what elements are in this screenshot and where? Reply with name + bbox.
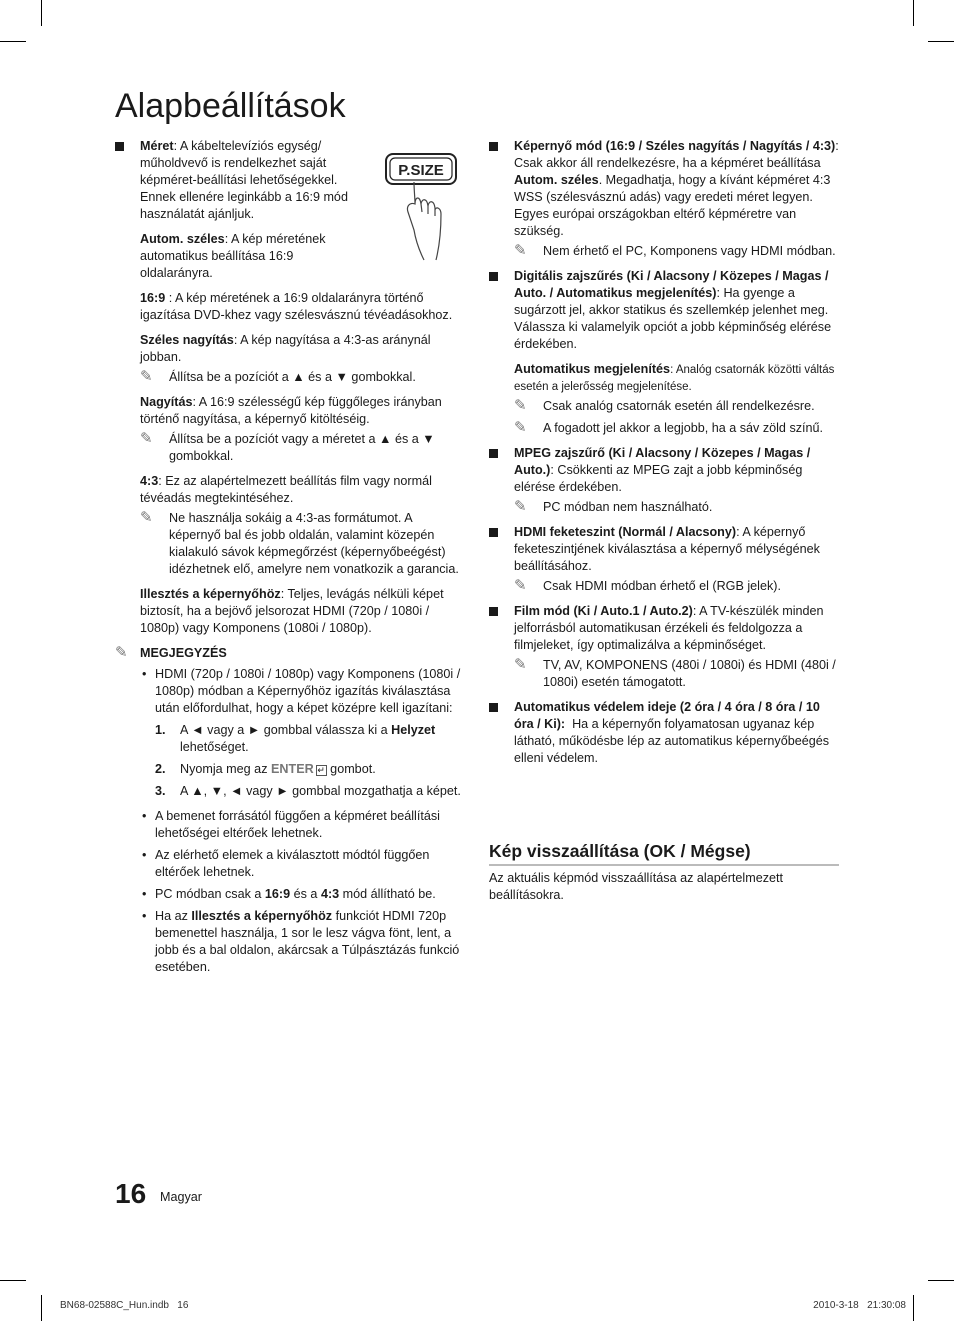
note-nagyitas: ✎ Állítsa be a pozíciót vagy a méretet a ▲ és a ▼ gombokkal. [140,430,435,463]
list-item-kepernyo-mod: Képernyő mód (16:9 / Széles nagyítás / Nagyítás / 4:3): Csak akkor áll rendelkezésre, ha a képméret beállítása Autom. széles. Megadhatja, hogy a kívánt képméret 4:3 WSS (szélesvásznú adás) vagy eredeti méret legyen. Egyes európai országokban eltérő képméretre van szükség. ✎ Nem érhető el PC, Komponens vagy HDMI módban. [489,138,841,260]
page-title: Alapbeállítások [115,87,346,125]
step-1: 1. A ◄ vagy a ► gombbal válassza ki a Helyzet lehetőséget. [155,723,436,754]
list-item-film-mod: Film mód (Ki / Auto.1 / Auto.2): A TV-készülék minden jelforrásból automatikusan érzékeli és feldolgozza a filmjeleket, így optimalizálva a képminőséget. ✎ TV, AV, KOMPONENS (480i / 1080i) és HDMI (480i / 1080i) esetén támogatott. [489,603,841,691]
crop-mark [0,41,26,42]
pencil-note-icon: ✎ [140,368,153,385]
pencil-note-icon: ✎ [514,242,527,259]
list-item: • HDMI (720p / 1080i / 1080p) vagy Komponens (1080i / 1080p) módban a Képernyőhöz igazítás kiválasztása után előfordulhat, hogy a képet középre kell igazítani: [142,667,461,715]
note-film: ✎ TV, AV, KOMPONENS (480i / 1080i) és HDMI (480i / 1080i) esetén támogatott. [514,656,836,689]
pencil-note-icon: ✎ [140,509,153,526]
psize-label: P.SIZE [398,162,444,179]
left-column [115,138,465,981]
list-item: • A bemenet forrásától függően a képméret beállítási lehetőségei eltérőek lehetnek. [142,809,440,840]
list-item-hdmi-feketeszint: HDMI feketeszint (Normál / Alacsony): A képernyő feketeszintjének kiválasztása a képernyő mélységének beállításához. ✎ Csak HDMI módban érhető el (RGB jelek). [489,524,841,595]
pencil-note-icon: ✎ [115,644,128,661]
square-bullet-icon [489,528,498,537]
crop-mark [913,0,914,26]
right-column [489,138,841,775]
footer-file: BN68-02588C_Hun.indb 16 [60,1300,189,1311]
note-digit-1: ✎ Csak analóg csatornák esetén áll rendelkezésre. [514,397,815,414]
list-item: • PC módban csak a 16:9 és a 4:3 mód állítható be. [142,887,436,901]
pencil-note-icon: ✎ [514,419,527,436]
pencil-note-icon: ✎ [514,656,527,673]
list-item: • Az elérhető elemek a kiválasztott módtól függően eltérőek lehetnek. [142,848,430,879]
square-bullet-icon [115,142,124,151]
square-bullet-icon [489,607,498,616]
pencil-note-icon: ✎ [514,577,527,594]
crop-mark [41,0,42,26]
crop-mark [0,1280,26,1281]
list-item: • Ha az Illesztés a képernyőhöz funkciót HDMI 720p bemenettel használja, 1 sor le lesz vágva fönt, lent, a jobb és a bal oldalon, akárcsak a Túlpásztázás funkció esetében. [142,909,460,974]
step-2: 2. Nyomja meg az ENTER ↵ gombot. [155,762,376,776]
note-digit-2: ✎ A fogadott jel akkor a legjobb, ha a sáv zöld színű. [514,419,824,436]
square-bullet-icon [489,142,498,151]
note-szeles: ✎ Állítsa be a pozíciót a ▲ és a ▼ gombokkal. [140,368,416,385]
megjegyzes-heading: ✎ MEGJEGYZÉS [115,644,227,661]
step-3: 3. A ▲, ▼, ◄ vagy ► gombbal mozgathatja a képet. [155,784,461,798]
list-item-automatikus-vedelem: Automatikus védelem ideje (2 óra / 4 óra / 8 óra / 10 óra / Ki): Ha a képernyőn folyamatosan ugyanaz kép látható, működésbe lép az automatikus képernyőbeégés elleni védelem. [489,699,841,767]
pencil-note-icon: ✎ [514,498,527,515]
megjegyzes-list [140,666,465,976]
section-text: Az aktuális képmód visszaállítása az alapértelmezett beállításokra. [489,871,783,902]
crop-mark [913,1295,914,1321]
list-item-mpeg-zajszuro: MPEG zajszűrő (Ki / Alacsony / Közepes / Magas / Auto.): Csökkenti az MPEG zajt a jobb képminőség elérése érdekében. ✎ PC módban nem használható. [489,445,841,516]
note-kepernyo: ✎ Nem érhető el PC, Komponens vagy HDMI módban. [514,242,836,259]
footer-date: 2010-3-18 21:30:08 [813,1300,906,1311]
square-bullet-icon [489,272,498,281]
list-item-digitalis-zajszures: Digitális zajszűrés (Ki / Alacsony / Közepes / Magas / Auto. / Automatikus megjelenítés): Ha gyenge a sugárzott jel, akkor statikus és szellemkép jelenhet meg. Válassza ki valamelyik opciót a jobb képminőség elérése érdekében. Automatikus megjelenítés: Analóg csatornák közötti váltás esetén a jelerősség megjelenítése. ✎ Csak analóg csatornák esetén áll rendelkezésre. ✎ A fogadott jel akkor a legjobb, ha a sáv zöld színű. [489,268,841,437]
page-language: Magyar [160,1190,202,1204]
square-bullet-icon [489,703,498,712]
crop-mark [41,1295,42,1321]
section-heading-kep-visszaallitasa: Kép visszaállítása (OK / Mégse) [489,840,839,866]
note-mpeg: ✎ PC módban nem használható. [514,498,713,515]
enter-key-icon: ↵ [317,765,325,775]
crop-mark [928,41,954,42]
crop-mark [928,1280,954,1281]
page-number: 16 [115,1178,147,1209]
pencil-note-icon: ✎ [140,430,153,447]
note-hdmi: ✎ Csak HDMI módban érhető el (RGB jelek). [514,577,781,594]
list-item-meret: Méret: A kábeltelevíziós egység/ műholdvevő is rendelkezhet saját képméret-beállítási lehetőségekkel. Ennek ellenére leginkább a 16:9 mód használatát ajánljuk. Autom. széles: A kép méretének automatikus beállítása 16:9 oldalarányra. 16:9 : A kép méretének a 16:9 oldalarányra történő igazítása DVD-khez vagy szélesvásznú tévéadásokhoz. Széles nagyítás: A kép nagyítása a 4:3-as aránynál jobban. ✎ Állítsa be a pozíciót a ▲ és a ▼ gombokkal. Nagyítás: A 16:9 szélességű kép függőleges irányban történő nagyítása, a képernyő kitöltéséig. ✎ Állítsa be a pozíciót vagy a méretet a ▲ és a ▼ gombokkal. 4:3: Ez az alapértelmezett beállítás film vagy normál tévéadás megtekintéséhez. ✎ Ne használja sokáig a 4:3-as formátumot. A képernyő bal és jobb oldalán, valamint közepén kialakuló sávok képmegőrzést (képernyőbeégést) idézhetnek elő, amelyre nem vonatkozik a garancia. Illesztés a képernyőhöz: Teljes, levágás nélküli képet biztosít, ha a bejövő jelsorozat HDMI (720p / 1080i / 1080p) vagy Komponens (1080i / 1080p). [115,138,465,637]
note-43: ✎ Ne használja sokáig a 4:3-as formátumot. A képernyő bal és jobb oldalán, valamint közepén kialakuló sávok képmegőrzést (képernyőbeégést) idézhetnek elő, amelyre nem vonatkozik a garancia. [140,509,459,576]
square-bullet-icon [489,449,498,458]
pencil-note-icon: ✎ [514,397,527,414]
